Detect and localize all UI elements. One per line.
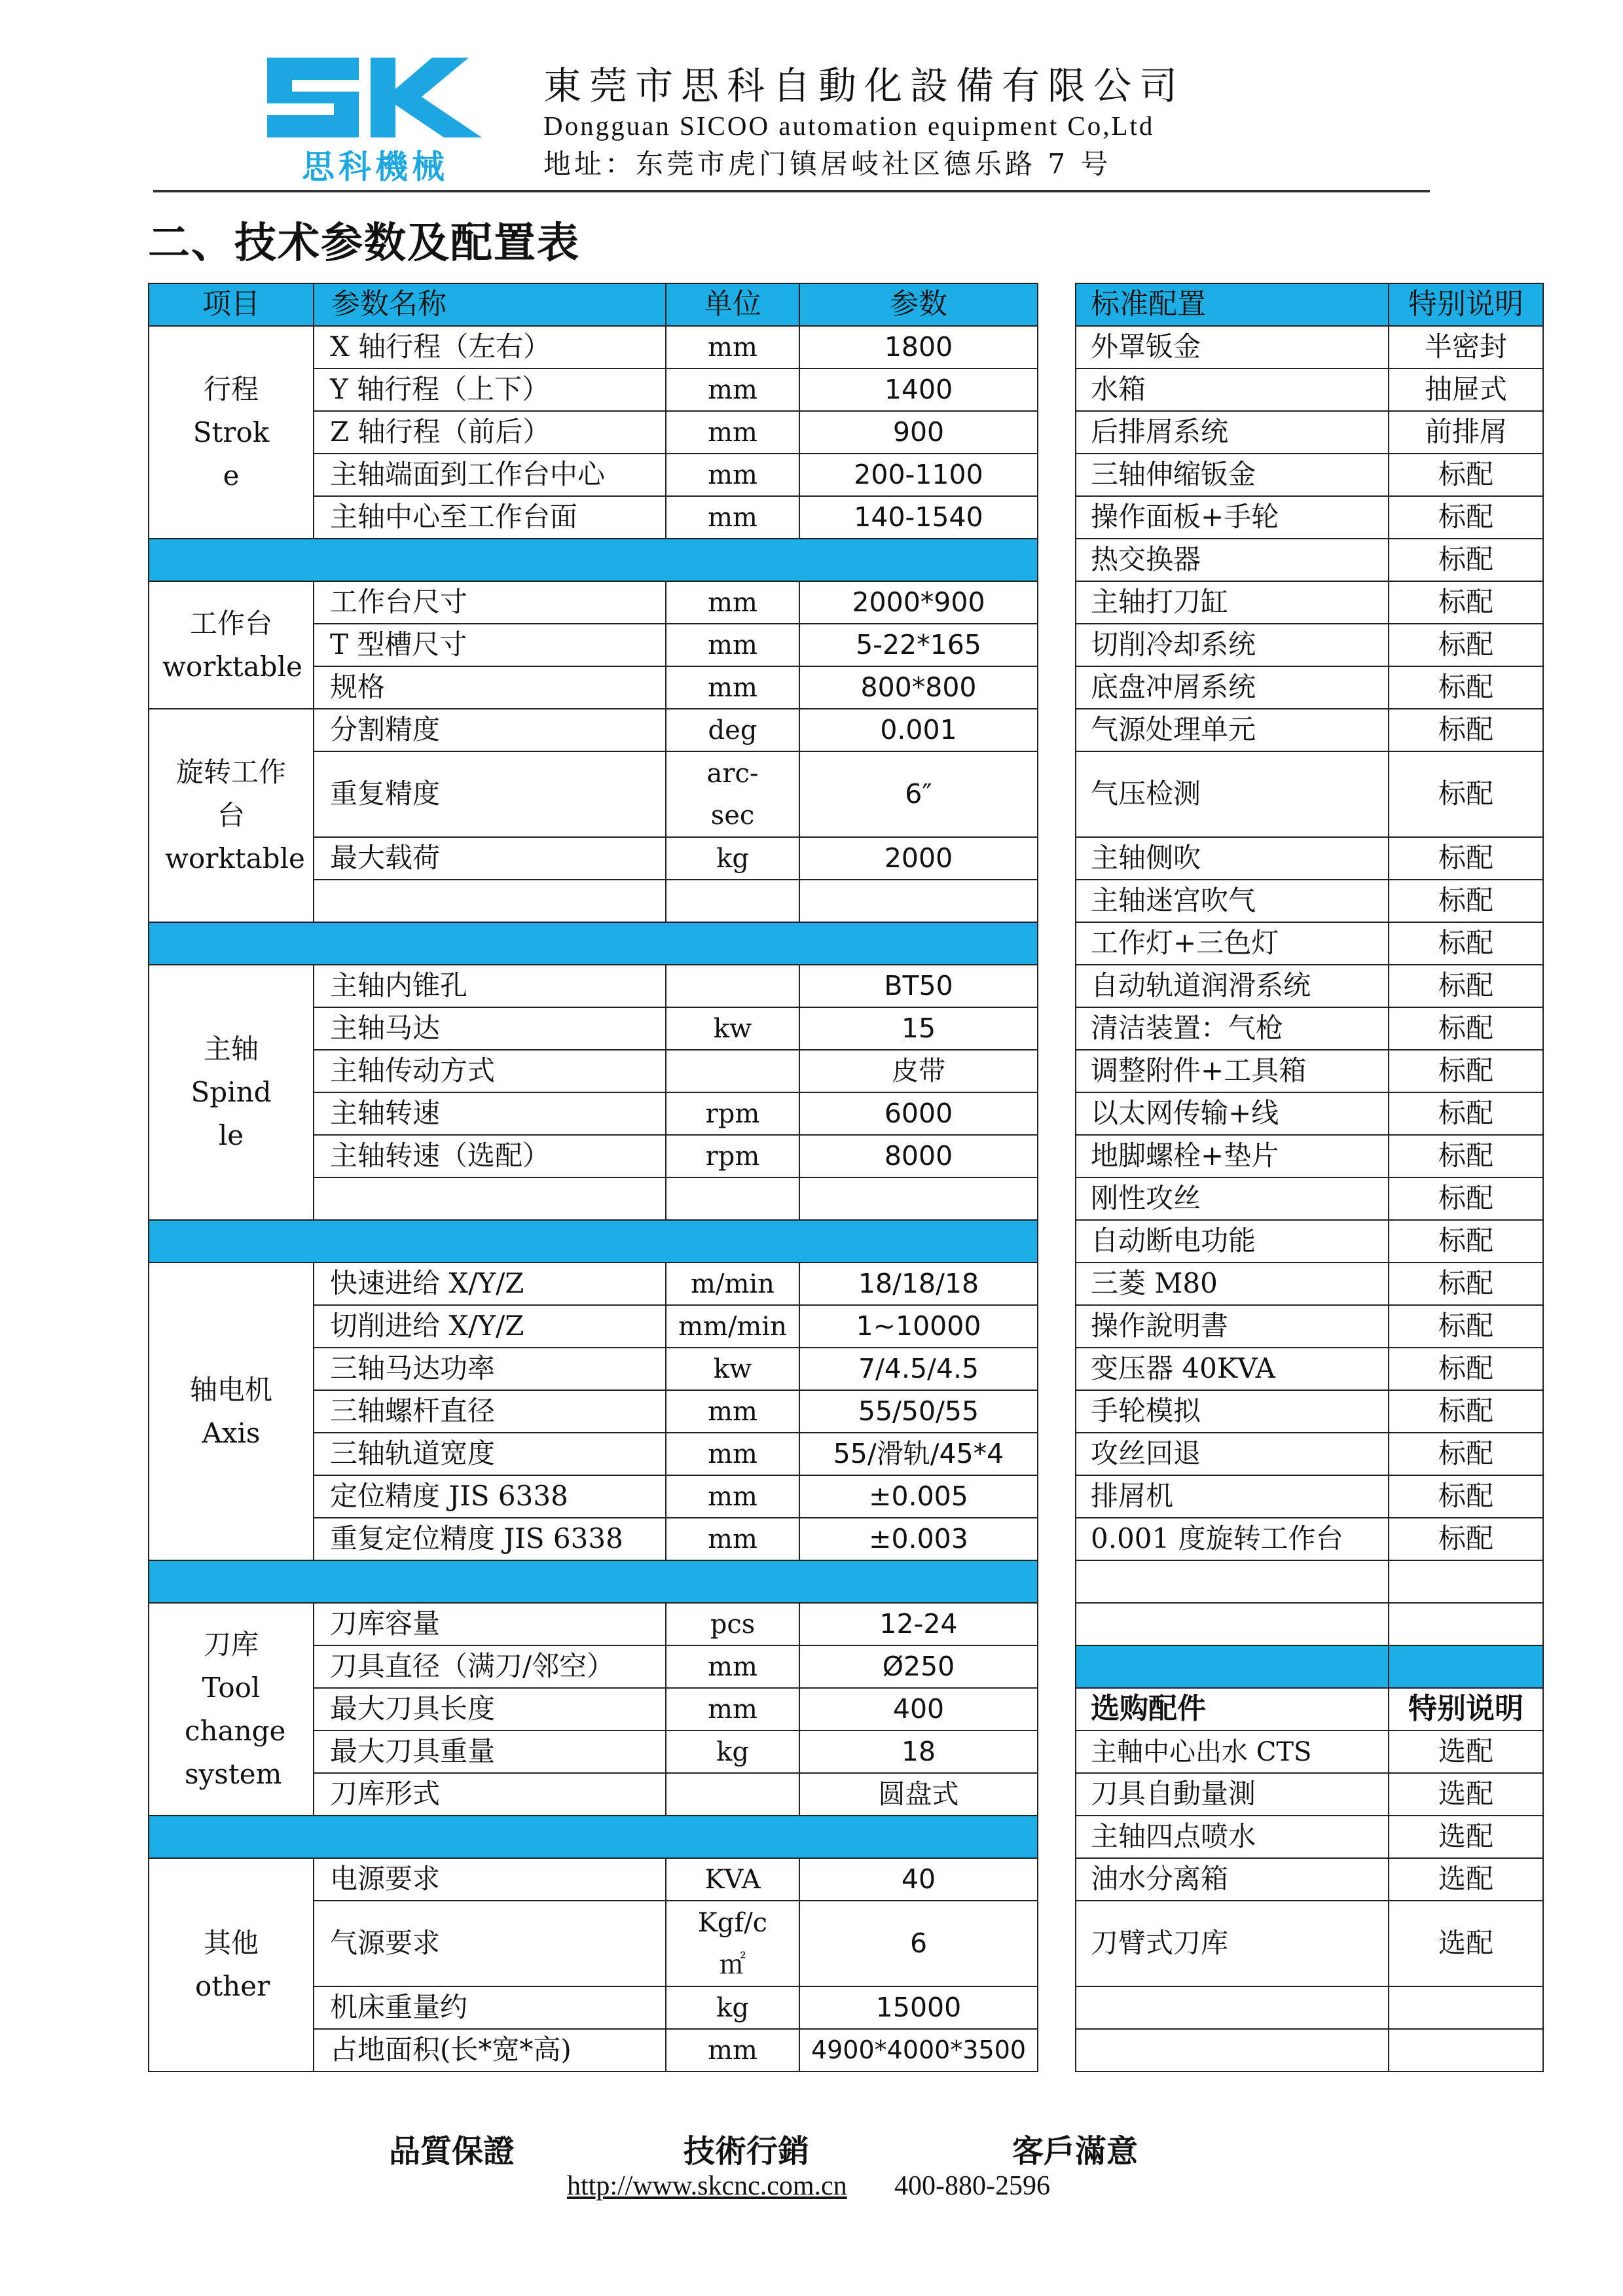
param-name: X 轴行程（左右） (314, 326, 666, 368)
param-name: 重复精度 (314, 751, 666, 837)
config-item: 水箱 (1076, 368, 1389, 411)
header-standard-config: 标准配置 (1076, 283, 1389, 326)
param-name: 主轴转速 (314, 1092, 666, 1135)
config-note: 抽屉式 (1389, 368, 1543, 411)
config-row (1076, 581, 1543, 624)
config-row (1076, 1050, 1543, 1092)
slogan-satisfaction: 客戶滿意 (1012, 2133, 1139, 2170)
param-name: 最大刀具重量 (314, 1731, 666, 1773)
param-unit (666, 1050, 799, 1092)
config-row (1076, 624, 1543, 666)
param-name: 刀库形式 (314, 1773, 666, 1816)
page-header (0, 0, 1623, 196)
param-value: 12-24 (799, 1603, 1038, 1645)
config-item: 底盘冲屑系统 (1076, 666, 1389, 709)
config-note: 前排屑 (1389, 411, 1543, 454)
param-unit: pcs (666, 1603, 799, 1645)
param-name: 三轴螺杆直径 (314, 1390, 666, 1433)
param-value: 1400 (799, 368, 1038, 411)
separator-row (149, 1816, 1038, 1858)
param-value: 2000 (799, 837, 1038, 880)
param-value: 0.001 (799, 709, 1038, 751)
param-value: BT50 (799, 965, 1038, 1007)
param-value: 8000 (799, 1135, 1038, 1177)
config-row (1076, 1007, 1543, 1050)
config-row (1076, 1135, 1543, 1177)
param-name: Z 轴行程（前后） (314, 411, 666, 454)
config-note: 标配 (1389, 624, 1543, 666)
optional-header-row (1076, 1688, 1543, 1731)
config-note: 标配 (1389, 1518, 1543, 1560)
param-unit: m/min (666, 1263, 799, 1305)
table-row (149, 581, 1038, 624)
table-row (149, 709, 1038, 751)
optional-row (1076, 1773, 1543, 1816)
config-note: 标配 (1389, 666, 1543, 709)
optional-row (1076, 1816, 1543, 1858)
header-param-name: 参数名称 (314, 283, 666, 326)
config-item: 三轴伸缩钣金 (1076, 454, 1389, 496)
param-name: 主轴马达 (314, 1007, 666, 1050)
config-note: 标配 (1389, 454, 1543, 496)
param-unit: kg (666, 1731, 799, 1773)
optional-row (1076, 1901, 1543, 1986)
config-note: 标配 (1389, 1348, 1543, 1390)
param-unit (666, 1773, 799, 1816)
param-value: 6000 (799, 1092, 1038, 1135)
config-row (1076, 496, 1543, 539)
company-address: 地址：东莞市虎门镇居岐社区德乐路 7 号 (543, 148, 1112, 180)
optional-row-empty (1076, 2029, 1543, 2072)
config-item: 主轴侧吹 (1076, 837, 1389, 880)
config-item: 操作說明書 (1076, 1305, 1389, 1348)
param-value: 15 (799, 1007, 1038, 1050)
category-rotary-worktable: 旋转工作台 worktable (149, 709, 314, 922)
param-name: 快速进给 X/Y/Z (314, 1263, 666, 1305)
config-row (1076, 666, 1543, 709)
config-item: 切削冷却系统 (1076, 624, 1389, 666)
config-row (1076, 922, 1543, 965)
config-item: 后排屑系统 (1076, 411, 1389, 454)
config-item: 三菱 M80 (1076, 1263, 1389, 1305)
category-stroke: 行程 Strok e (149, 326, 314, 539)
param-value: 皮带 (799, 1050, 1038, 1092)
param-value: 6″ (799, 751, 1038, 837)
logo-letter-s (267, 58, 359, 137)
config-item: 自动断电功能 (1076, 1220, 1389, 1263)
param-value: 200-1100 (799, 454, 1038, 496)
config-item: 0.001 度旋转工作台 (1076, 1518, 1389, 1560)
config-note: 标配 (1389, 1433, 1543, 1475)
param-unit: mm (666, 666, 799, 709)
optional-item: 主軸中心出水 CTS (1076, 1731, 1389, 1773)
param-name: 气源要求 (314, 1901, 666, 1986)
separator-row (1076, 1645, 1543, 1688)
param-name: 主轴端面到工作台中心 (314, 454, 666, 496)
param-name: Y 轴行程（上下） (314, 368, 666, 411)
config-item: 排屑机 (1076, 1475, 1389, 1518)
config-row (1076, 539, 1543, 581)
param-name: 重复定位精度 JIS 6338 (314, 1518, 666, 1560)
category-worktable: 工作台 worktable (149, 581, 314, 709)
config-item: 刚性攻丝 (1076, 1177, 1389, 1220)
config-note: 标配 (1389, 965, 1543, 1007)
config-note: 标配 (1389, 1390, 1543, 1433)
config-item: 气源处理单元 (1076, 709, 1389, 751)
param-unit: mm (666, 1518, 799, 1560)
header-optional-parts: 选购配件 (1076, 1688, 1389, 1731)
config-row (1076, 1475, 1543, 1518)
config-note: 标配 (1389, 539, 1543, 581)
param-name: 刀库容量 (314, 1603, 666, 1645)
config-note: 标配 (1389, 1177, 1543, 1220)
config-row (1076, 454, 1543, 496)
config-item: 攻丝回退 (1076, 1433, 1389, 1475)
optional-note: 选配 (1389, 1858, 1543, 1901)
optional-row (1076, 1858, 1543, 1901)
config-item: 热交换器 (1076, 539, 1389, 581)
section-title: 二、技术参数及配置表 (148, 219, 580, 268)
config-note: 标配 (1389, 496, 1543, 539)
config-row (1076, 751, 1543, 837)
param-value: 800*800 (799, 666, 1038, 709)
header-divider (153, 190, 1430, 192)
table-row (149, 965, 1038, 1007)
separator-row (149, 1560, 1038, 1603)
param-name: T 型槽尺寸 (314, 624, 666, 666)
separator-row (149, 1220, 1038, 1263)
param-name: 规格 (314, 666, 666, 709)
param-unit: Kgf/c㎡ (666, 1901, 799, 1986)
param-value: 15000 (799, 1986, 1038, 2029)
param-unit: arc-sec (666, 751, 799, 837)
param-value: 4900*4000*3500 (799, 2029, 1038, 2072)
config-note: 标配 (1389, 1263, 1543, 1305)
config-row (1076, 326, 1543, 368)
param-name: 分割精度 (314, 709, 666, 751)
param-unit: mm (666, 2029, 799, 2072)
logo-caption: 思科機械 (302, 148, 448, 186)
config-item: 清洁装置：气枪 (1076, 1007, 1389, 1050)
config-item: 外罩钣金 (1076, 326, 1389, 368)
param-value: 18 (799, 1731, 1038, 1773)
spec-table (148, 283, 1038, 2072)
param-unit (666, 965, 799, 1007)
param-name: 占地面积(长*宽*高) (314, 2029, 666, 2072)
param-unit: mm (666, 581, 799, 624)
phone-number: 400-880-2596 (894, 2171, 1050, 2201)
param-name: 主轴传动方式 (314, 1050, 666, 1092)
config-note: 半密封 (1389, 326, 1543, 368)
header-optional-note: 特别说明 (1389, 1688, 1543, 1731)
param-unit: mm (666, 624, 799, 666)
separator-row (149, 539, 1038, 581)
config-note: 标配 (1389, 1092, 1543, 1135)
header-unit: 单位 (666, 283, 799, 326)
config-note: 标配 (1389, 1475, 1543, 1518)
config-item: 地脚螺栓+垫片 (1076, 1135, 1389, 1177)
config-note: 标配 (1389, 1050, 1543, 1092)
config-table (1075, 283, 1544, 2072)
param-value: 7/4.5/4.5 (799, 1348, 1038, 1390)
param-name: 最大刀具长度 (314, 1688, 666, 1731)
param-name: 主轴中心至工作台面 (314, 496, 666, 539)
config-row (1076, 1433, 1543, 1475)
config-note: 标配 (1389, 880, 1543, 922)
config-row (1076, 1518, 1543, 1560)
param-value: ±0.005 (799, 1475, 1038, 1518)
optional-item: 主轴四点喷水 (1076, 1816, 1389, 1858)
website-link[interactable]: http://www.skcnc.com.cn (567, 2171, 847, 2201)
slogan-marketing: 技術行銷 (684, 2133, 810, 2170)
optional-item: 刀具自動量測 (1076, 1773, 1389, 1816)
config-row (1076, 880, 1543, 922)
company-name-en: Dongguan SICOO automation equipment Co,Ltd (543, 111, 1155, 141)
param-value: 55/50/55 (799, 1390, 1038, 1433)
optional-note: 选配 (1389, 1773, 1543, 1816)
optional-item: 油水分离箱 (1076, 1858, 1389, 1901)
param-name: 机床重量约 (314, 1986, 666, 2029)
config-row (1076, 1263, 1543, 1305)
config-item: 工作灯+三色灯 (1076, 922, 1389, 965)
spec-header-row (149, 283, 1038, 326)
param-value: 6 (799, 1901, 1038, 1986)
config-row (1076, 965, 1543, 1007)
optional-note: 选配 (1389, 1731, 1543, 1773)
param-unit: kw (666, 1007, 799, 1050)
param-name: 最大载荷 (314, 837, 666, 880)
config-item: 手轮模拟 (1076, 1390, 1389, 1433)
param-name: 三轴轨道宽度 (314, 1433, 666, 1475)
config-row (1076, 368, 1543, 411)
param-unit: mm (666, 1390, 799, 1433)
config-header-row (1076, 283, 1543, 326)
param-name: 电源要求 (314, 1858, 666, 1901)
config-note: 标配 (1389, 581, 1543, 624)
config-note: 标配 (1389, 751, 1543, 837)
table-row (149, 1603, 1038, 1645)
config-note: 标配 (1389, 1305, 1543, 1348)
param-unit: mm (666, 368, 799, 411)
config-row (1076, 837, 1543, 880)
sk-logo (261, 46, 490, 187)
header-item: 项目 (149, 283, 314, 326)
param-name: 定位精度 JIS 6338 (314, 1475, 666, 1518)
config-note: 标配 (1389, 837, 1543, 880)
config-item: 主轴迷宫吹气 (1076, 880, 1389, 922)
table-row (149, 326, 1038, 368)
param-unit: mm (666, 1688, 799, 1731)
company-name-cn: 東莞市思科自動化設備有限公司 (543, 63, 1186, 108)
config-item: 自动轨道润滑系统 (1076, 965, 1389, 1007)
param-name: 切削进给 X/Y/Z (314, 1305, 666, 1348)
header-special-note: 特别说明 (1389, 283, 1543, 326)
header-value: 参数 (799, 283, 1038, 326)
param-value: 2000*900 (799, 581, 1038, 624)
config-item: 主轴打刀缸 (1076, 581, 1389, 624)
config-row (1076, 1220, 1543, 1263)
param-unit: mm (666, 411, 799, 454)
config-row (1076, 1305, 1543, 1348)
param-unit: mm (666, 1645, 799, 1688)
optional-note: 选配 (1389, 1901, 1543, 1986)
param-name: 工作台尺寸 (314, 581, 666, 624)
param-value: 圆盘式 (799, 1773, 1038, 1816)
param-name: 刀具直径（满刀/邻空） (314, 1645, 666, 1688)
param-unit: mm (666, 1475, 799, 1518)
param-unit: mm (666, 326, 799, 368)
category-axis: 轴电机 Axis (149, 1263, 314, 1560)
config-item: 以太网传输+线 (1076, 1092, 1389, 1135)
config-row (1076, 1348, 1543, 1390)
optional-row-empty (1076, 1986, 1543, 2029)
category-tool-change: 刀库 Tool change system (149, 1603, 314, 1816)
config-item: 气压检测 (1076, 751, 1389, 837)
param-unit: mm (666, 496, 799, 539)
param-unit: mm/min (666, 1305, 799, 1348)
param-value: 18/18/18 (799, 1263, 1038, 1305)
param-value: 400 (799, 1688, 1038, 1731)
param-unit: rpm (666, 1092, 799, 1135)
category-spindle: 主轴 Spind le (149, 965, 314, 1220)
param-value: 900 (799, 411, 1038, 454)
param-unit: deg (666, 709, 799, 751)
param-unit: rpm (666, 1135, 799, 1177)
param-unit: kg (666, 837, 799, 880)
param-unit: kw (666, 1348, 799, 1390)
param-name: 主轴内锥孔 (314, 965, 666, 1007)
param-value: 5-22*165 (799, 624, 1038, 666)
config-item: 操作面板+手轮 (1076, 496, 1389, 539)
param-value: ±0.003 (799, 1518, 1038, 1560)
optional-row (1076, 1731, 1543, 1773)
config-row (1076, 1092, 1543, 1135)
param-unit: mm (666, 454, 799, 496)
param-unit: KVA (666, 1858, 799, 1901)
config-row (1076, 709, 1543, 751)
optional-item: 刀臂式刀库 (1076, 1901, 1389, 1986)
config-item: 变压器 40KVA (1076, 1348, 1389, 1390)
param-value: 140-1540 (799, 496, 1038, 539)
config-note: 标配 (1389, 1135, 1543, 1177)
param-value: 55/滑轨/45*4 (799, 1433, 1038, 1475)
config-row (1076, 1177, 1543, 1220)
param-value: 1800 (799, 326, 1038, 368)
param-name: 三轴马达功率 (314, 1348, 666, 1390)
config-note: 标配 (1389, 709, 1543, 751)
param-value: 1~10000 (799, 1305, 1038, 1348)
slogan-quality: 品質保證 (389, 2133, 515, 2170)
config-item: 调整附件+工具箱 (1076, 1050, 1389, 1092)
optional-note: 选配 (1389, 1816, 1543, 1858)
table-row (149, 1263, 1038, 1305)
logo-letter-k (371, 58, 482, 137)
config-row-empty (1076, 1560, 1543, 1603)
config-note: 标配 (1389, 1007, 1543, 1050)
param-value: Ø250 (799, 1645, 1038, 1688)
config-note: 标配 (1389, 1220, 1543, 1263)
config-row (1076, 411, 1543, 454)
separator-row (149, 922, 1038, 965)
param-unit: mm (666, 1433, 799, 1475)
config-note: 标配 (1389, 922, 1543, 965)
param-value: 40 (799, 1858, 1038, 1901)
category-other: 其他 other (149, 1858, 314, 2072)
param-name: 主轴转速（选配） (314, 1135, 666, 1177)
config-row-empty (1076, 1603, 1543, 1645)
table-row (149, 1858, 1038, 1901)
config-row (1076, 1390, 1543, 1433)
param-unit: kg (666, 1986, 799, 2029)
